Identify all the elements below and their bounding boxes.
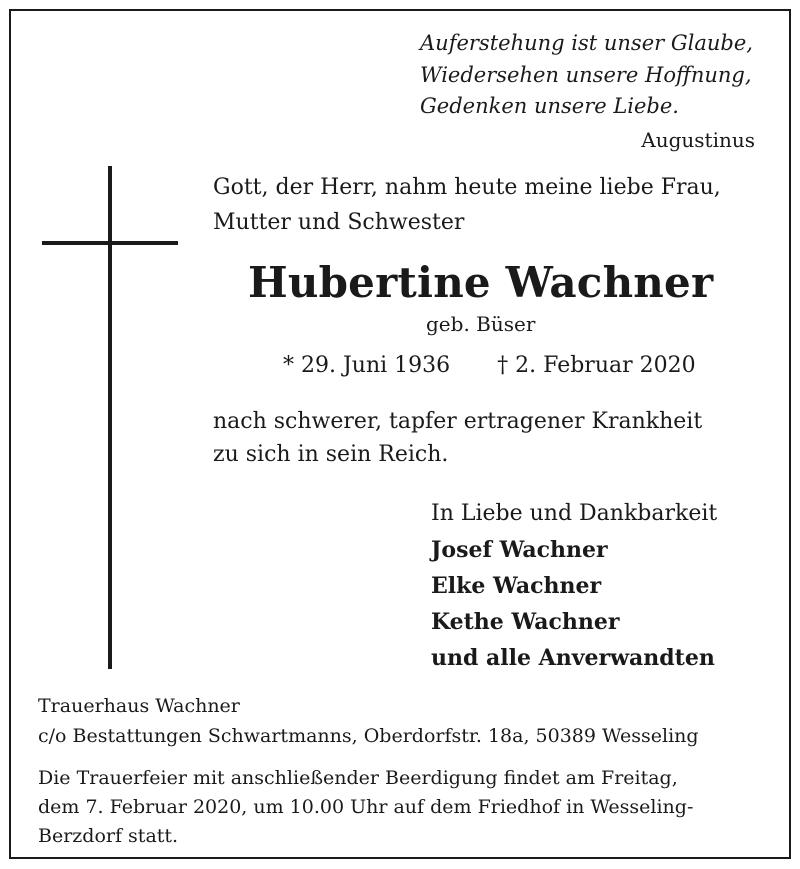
illness-line: nach schwerer, tapfer ertragener Krankheit	[213, 409, 703, 434]
mourner-name: Kethe Wachner	[431, 609, 620, 635]
quote-author: Augustinus	[641, 128, 755, 152]
quote-line: Auferstehung ist unser Glaube,	[420, 31, 753, 55]
quote-line: Wiedersehen unsere Hoffnung,	[420, 62, 752, 87]
birth-name: geb. Büser	[426, 312, 536, 336]
death-date: † 2. Februar 2020	[497, 353, 696, 378]
life-dates	[283, 353, 696, 378]
mourners-block	[431, 496, 717, 676]
intro-line: Gott, der Herr, nahm heute meine liebe Frau,	[213, 175, 721, 200]
mourners-heading: In Liebe und Dankbarkeit	[431, 501, 718, 526]
service-line: dem 7. Februar 2020, um 10.00 Uhr auf dem Friedhof in Wesseling-	[38, 796, 694, 818]
address-line: c/o Bestattungen Schwartmanns, Oberdorfstr. 18a, 50389 Wesseling	[38, 725, 699, 747]
deceased-name: Hubertine Wachner	[248, 258, 714, 307]
service-line: Die Trauerfeier mit anschließender Beerdigung findet am Freitag,	[38, 767, 678, 789]
illness-line: zu sich in sein Reich.	[213, 442, 449, 467]
intro-text	[213, 170, 721, 240]
cross-icon-bar	[42, 241, 178, 245]
quote-block	[420, 28, 753, 123]
service-info	[38, 764, 693, 851]
illness-text	[213, 405, 702, 471]
mourner-name: Elke Wachner	[431, 573, 602, 599]
mourner-name: und alle Anverwandten	[431, 645, 715, 671]
mourner-name: Josef Wachner	[431, 537, 608, 563]
address-block	[38, 691, 699, 751]
intro-line: Mutter und Schwester	[213, 210, 465, 235]
service-line: Berzdorf statt.	[38, 825, 179, 847]
birth-date: * 29. Juni 1936	[283, 353, 451, 378]
mourning-house: Trauerhaus Wachner	[38, 695, 240, 717]
quote-line: Gedenken unsere Liebe.	[420, 94, 679, 118]
